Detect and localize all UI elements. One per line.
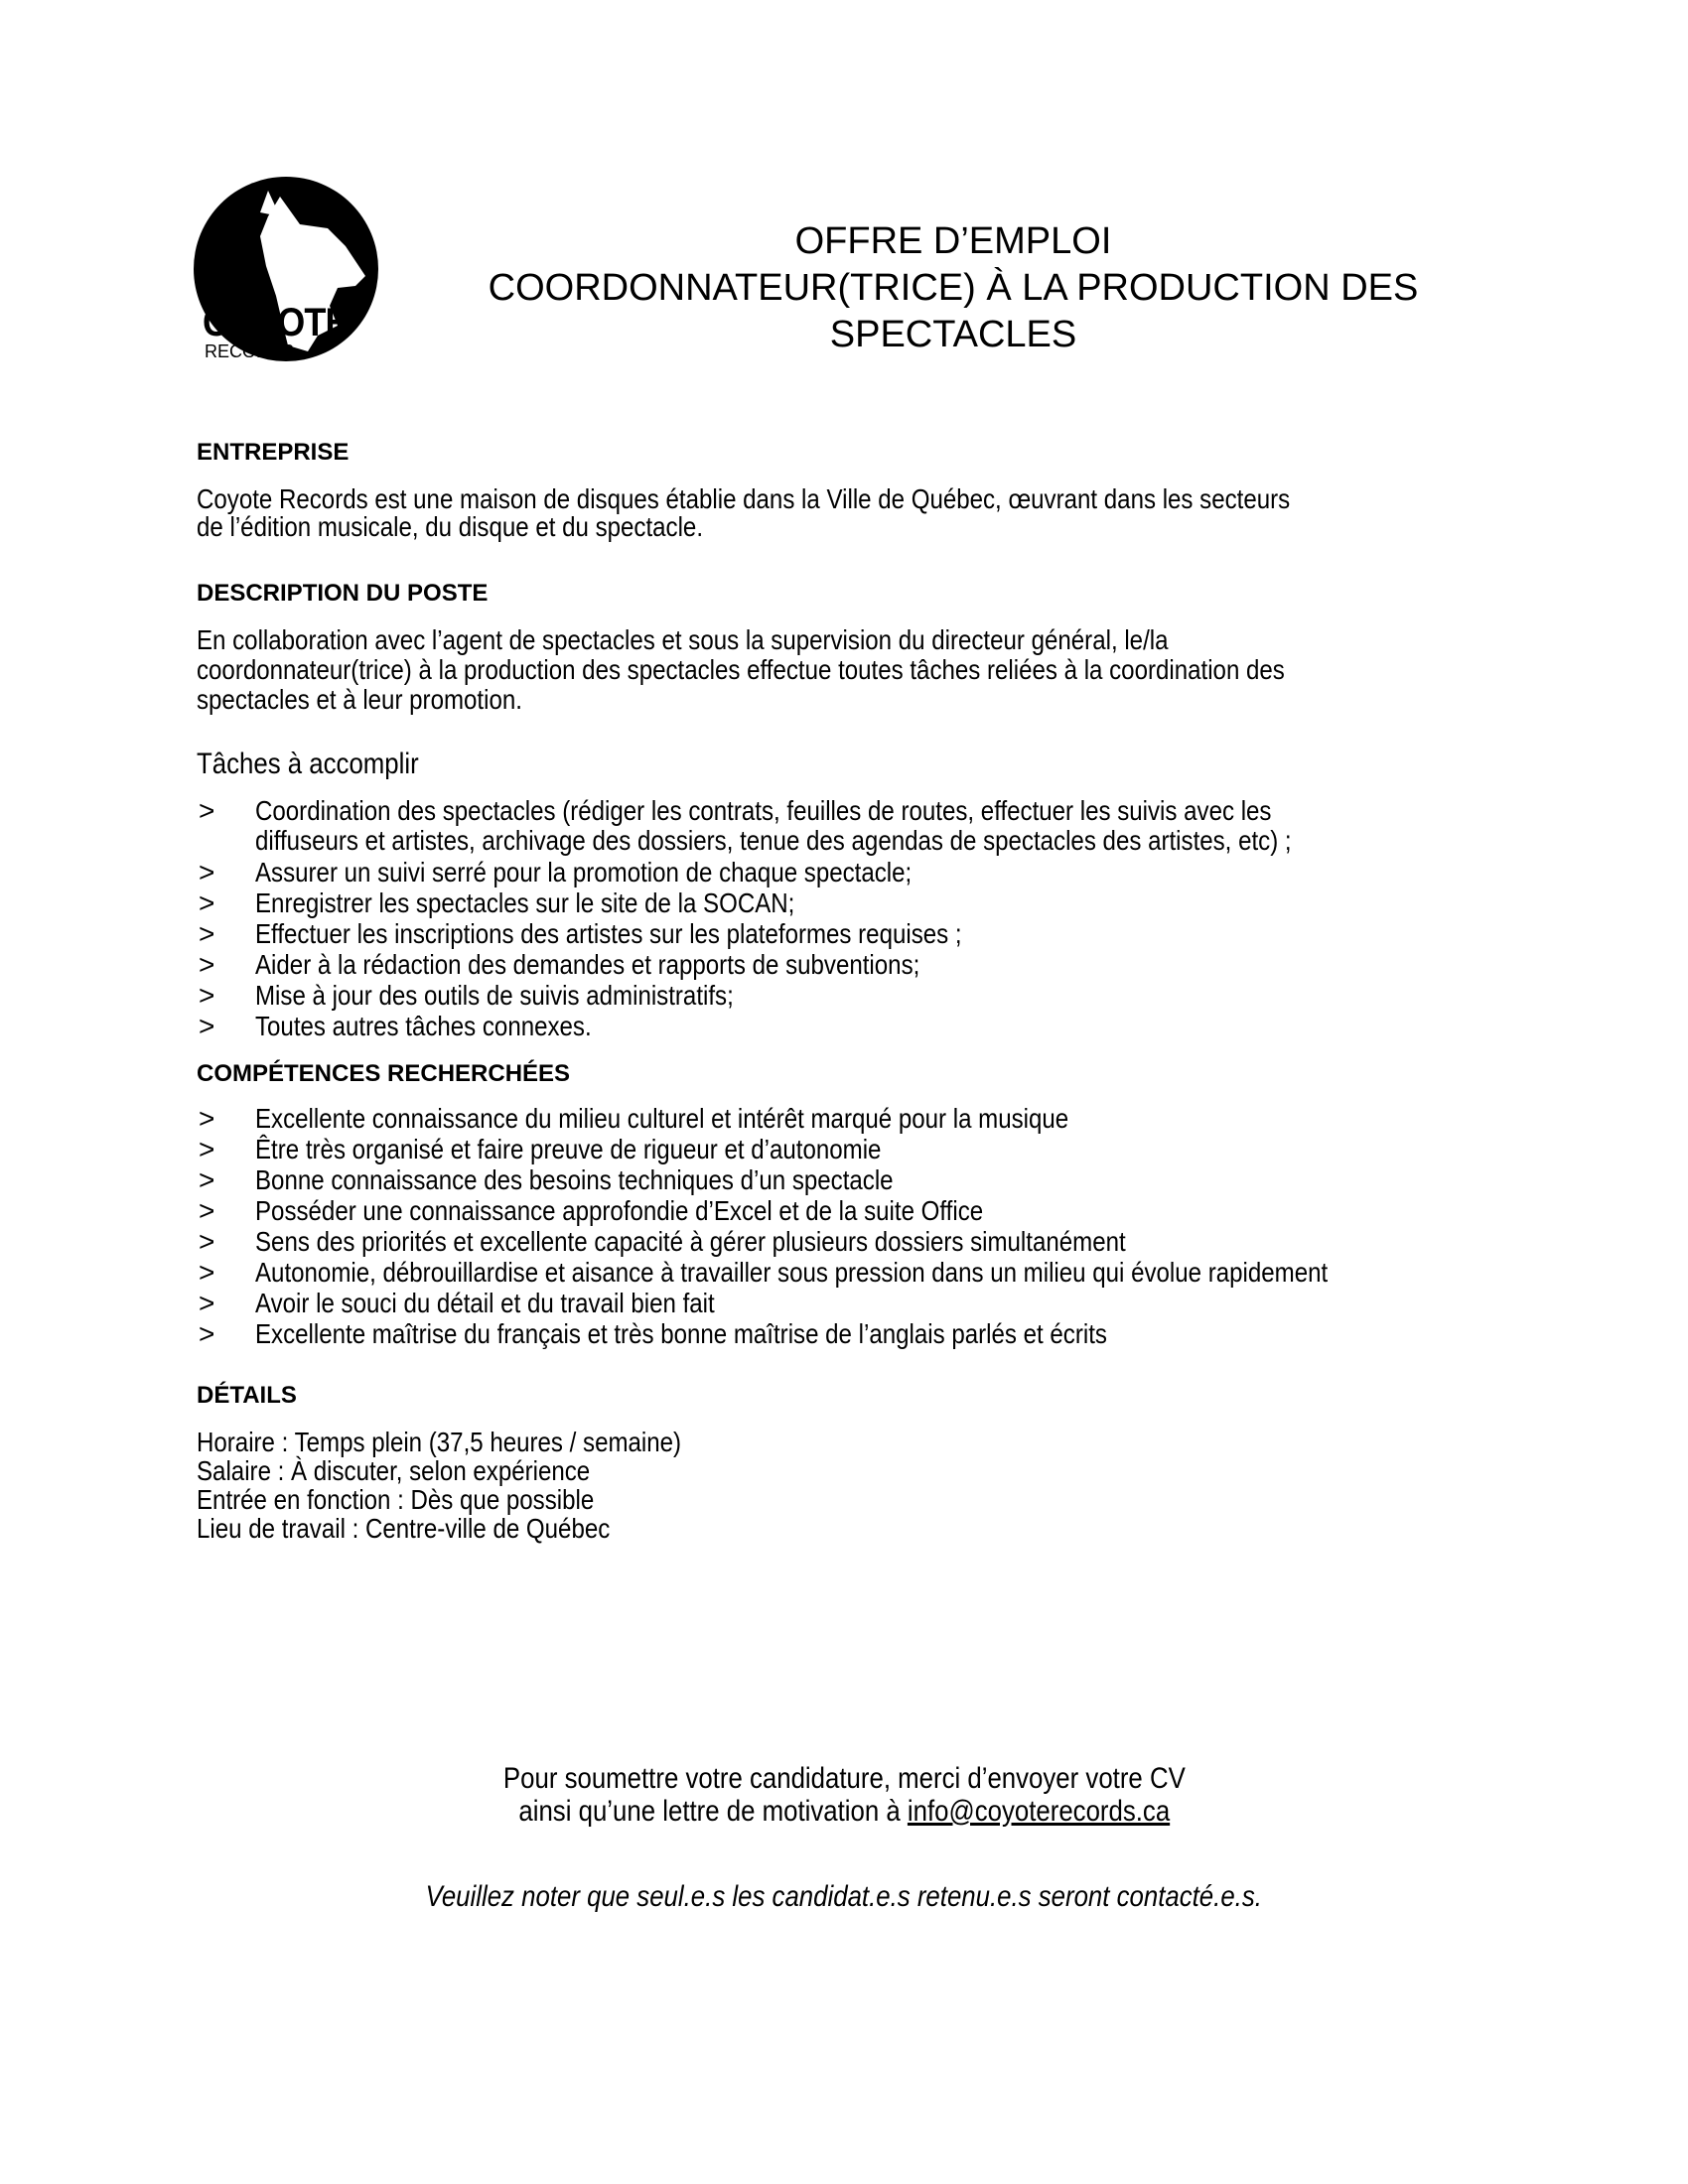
details-heading: DÉTAILS [197, 1382, 297, 1409]
details-horaire: Horaire : Temps plein (37,5 heures / semaine) [197, 1427, 682, 1457]
bullet-marker: > [199, 949, 215, 980]
task-text: Assurer un suivi serré pour la promotion de chaque spectacle; [255, 857, 913, 887]
task-text: Mise à jour des outils de suivis administratifs; [255, 980, 734, 1011]
bullet-marker: > [199, 857, 215, 887]
description-text-line-1: En collaboration avec l’agent de spectacles et sous la supervision du directeur général, le/la [197, 624, 1169, 655]
bullet-marker: > [199, 1134, 215, 1164]
details-salaire: Salaire : À discuter, selon expérience [197, 1455, 591, 1486]
competences-heading: COMPÉTENCES RECHERCHÉES [197, 1060, 571, 1087]
task-text: Coordination des spectacles (rédiger les contrats, feuilles de routes, effectuer les suivis avec les [255, 795, 1272, 826]
skill-text: Excellente maîtrise du français et très bonne maîtrise de l’anglais parlés et écrits [255, 1318, 1107, 1349]
task-text: Enregistrer les spectacles sur le site de la SOCAN; [255, 887, 795, 918]
description-text-line-3: spectacles et à leur promotion. [197, 684, 522, 715]
task-text-continued: diffuseurs et artistes, archivage des dossiers, tenue des agendas de spectacles des artistes, etc) ; [255, 825, 1292, 856]
bullet-marker: > [199, 1226, 215, 1257]
email-link[interactable]: info@coyoterecords.ca [907, 1795, 1170, 1828]
details-entree: Entrée en fonction : Dès que possible [197, 1484, 595, 1515]
entreprise-text-line-2: de l’édition musicale, du disque et du spectacle. [197, 511, 704, 542]
title-line-3: SPECTACLES [829, 314, 1077, 355]
title-line-1: OFFRE D’EMPLOI [794, 220, 1112, 262]
bullet-marker: > [199, 1195, 215, 1226]
task-text: Aider à la rédaction des demandes et rapports de subventions; [255, 949, 920, 980]
details-lieu: Lieu de travail : Centre-ville de Québec [197, 1513, 611, 1544]
logo-wordmark: COYOTE [203, 301, 349, 344]
skill-text: Excellente connaissance du milieu culturel et intérêt marqué pour la musique [255, 1103, 1069, 1134]
bullet-marker: > [199, 1318, 215, 1349]
bullet-marker: > [199, 1011, 215, 1041]
page-title [437, 218, 1470, 358]
entreprise-text-line-1: Coyote Records est une maison de disques établie dans la Ville de Québec, œuvrant dans les secteurs [197, 483, 1291, 514]
entreprise-heading: ENTREPRISE [197, 439, 350, 466]
footer-apply-line-2 [298, 1795, 1390, 1828]
skill-text: Avoir le souci du détail et du travail bien fait [255, 1288, 715, 1318]
skill-text: Posséder une connaissance approfondie d’Excel et de la suite Office [255, 1195, 984, 1226]
description-text-line-2: coordonnateur(trice) à la production des spectacles effectue toutes tâches reliées à la coordination des [197, 654, 1285, 685]
footer-apply-line-1: Pour soumettre votre candidature, merci d’envoyer votre CV [502, 1762, 1186, 1795]
bullet-marker: > [199, 1257, 215, 1288]
skill-text: Sens des priorités et excellente capacité à gérer plusieurs dossiers simultanément [255, 1226, 1126, 1257]
bullet-marker: > [199, 980, 215, 1011]
bullet-marker: > [199, 795, 215, 826]
skill-text: Bonne connaissance des besoins techniques d’un spectacle [255, 1164, 894, 1195]
description-heading: DESCRIPTION DU POSTE [197, 580, 489, 607]
footer-note: Veuillez noter que seul.e.s les candidat.e.s retenu.e.s seront contacté.e.s. [425, 1880, 1263, 1913]
bullet-marker: > [199, 1164, 215, 1195]
bullet-marker: > [199, 1288, 215, 1318]
bullet-marker: > [199, 887, 215, 918]
taches-heading: Tâches à accomplir [197, 748, 419, 780]
skill-text: Être très organisé et faire preuve de rigueur et d’autonomie [255, 1134, 882, 1164]
footer-apply-prefix: ainsi qu’une lettre de motivation à [518, 1795, 908, 1828]
bullet-marker: > [199, 918, 215, 949]
logo-subtitle: RECORDS [205, 341, 295, 361]
task-text: Toutes autres tâches connexes. [255, 1011, 592, 1041]
task-text: Effectuer les inscriptions des artistes sur les plateformes requises ; [255, 918, 962, 949]
title-line-2: COORDONNATEUR(TRICE) À LA PRODUCTION DES [488, 267, 1419, 309]
skill-text: Autonomie, débrouillardise et aisance à travailler sous pression dans un milieu qui évolue rapidement [255, 1257, 1329, 1288]
bullet-marker: > [199, 1103, 215, 1134]
